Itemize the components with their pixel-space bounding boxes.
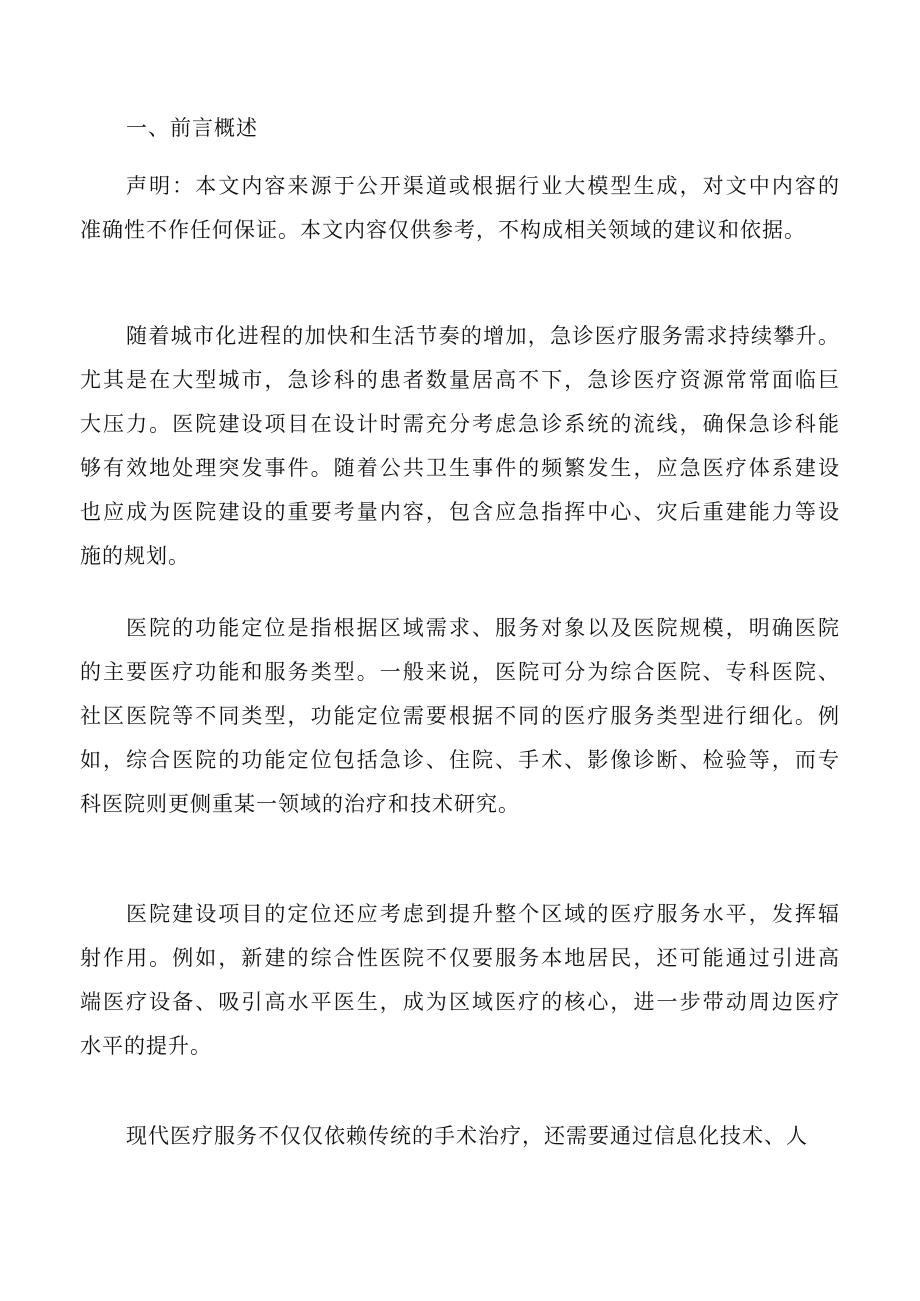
paragraph-line: 施的规划。	[80, 544, 190, 568]
paragraph-line: 准确性不作任何保证。本文内容仅供参考，不构成相关领域的建议和依据。	[80, 218, 806, 242]
paragraph-line: 大压力。医院建设项目在设计时需充分考虑急诊系统的流线，确保急诊科能	[80, 412, 840, 436]
paragraph-line: 声明：本文内容来源于公开渠道或根据行业大模型生成，对文中内容的	[126, 174, 840, 198]
paragraph-line: 医院建设项目的定位还应考虑到提升整个区域的医疗服务水平，发挥辐	[126, 902, 840, 926]
paragraph-line: 医院的功能定位是指根据区域需求、服务对象以及医院规模，明确医院	[126, 616, 840, 640]
paragraph-line: 现代医疗服务不仅仅依赖传统的手术治疗，还需要通过信息化技术、人	[126, 1124, 808, 1148]
paragraph-line: 如，综合医院的功能定位包括急诊、住院、手术、影像诊断、检验等，而专	[80, 748, 840, 772]
paragraph-line: 社区医院等不同类型，功能定位需要根据不同的医疗服务类型进行细化。例	[80, 704, 840, 728]
paragraph-line: 也应成为医院建设的重要考量内容，包含应急指挥中心、灾后重建能力等设	[80, 500, 840, 524]
paragraph-line: 科医院则更侧重某一领域的治疗和技术研究。	[80, 792, 520, 816]
section-heading: 一、前言概述	[126, 116, 258, 140]
paragraph-line: 够有效地处理突发事件。随着公共卫生事件的频繁发生，应急医疗体系建设	[80, 456, 840, 480]
paragraph-line: 射作用。例如，新建的综合性医院不仅要服务本地居民，还可能通过引进高	[80, 946, 840, 970]
paragraph-line: 的主要医疗功能和服务类型。一般来说，医院可分为综合医院、专科医院、	[80, 660, 840, 684]
paragraph-line: 随着城市化进程的加快和生活节奏的增加，急诊医疗服务需求持续攀升。	[126, 324, 840, 348]
paragraph-line: 尤其是在大型城市，急诊科的患者数量居高不下，急诊医疗资源常常面临巨	[80, 368, 840, 392]
paragraph-line: 水平的提升。	[80, 1034, 212, 1058]
paragraph-line: 端医疗设备、吸引高水平医生，成为区域医疗的核心，进一步带动周边医疗	[80, 990, 840, 1014]
